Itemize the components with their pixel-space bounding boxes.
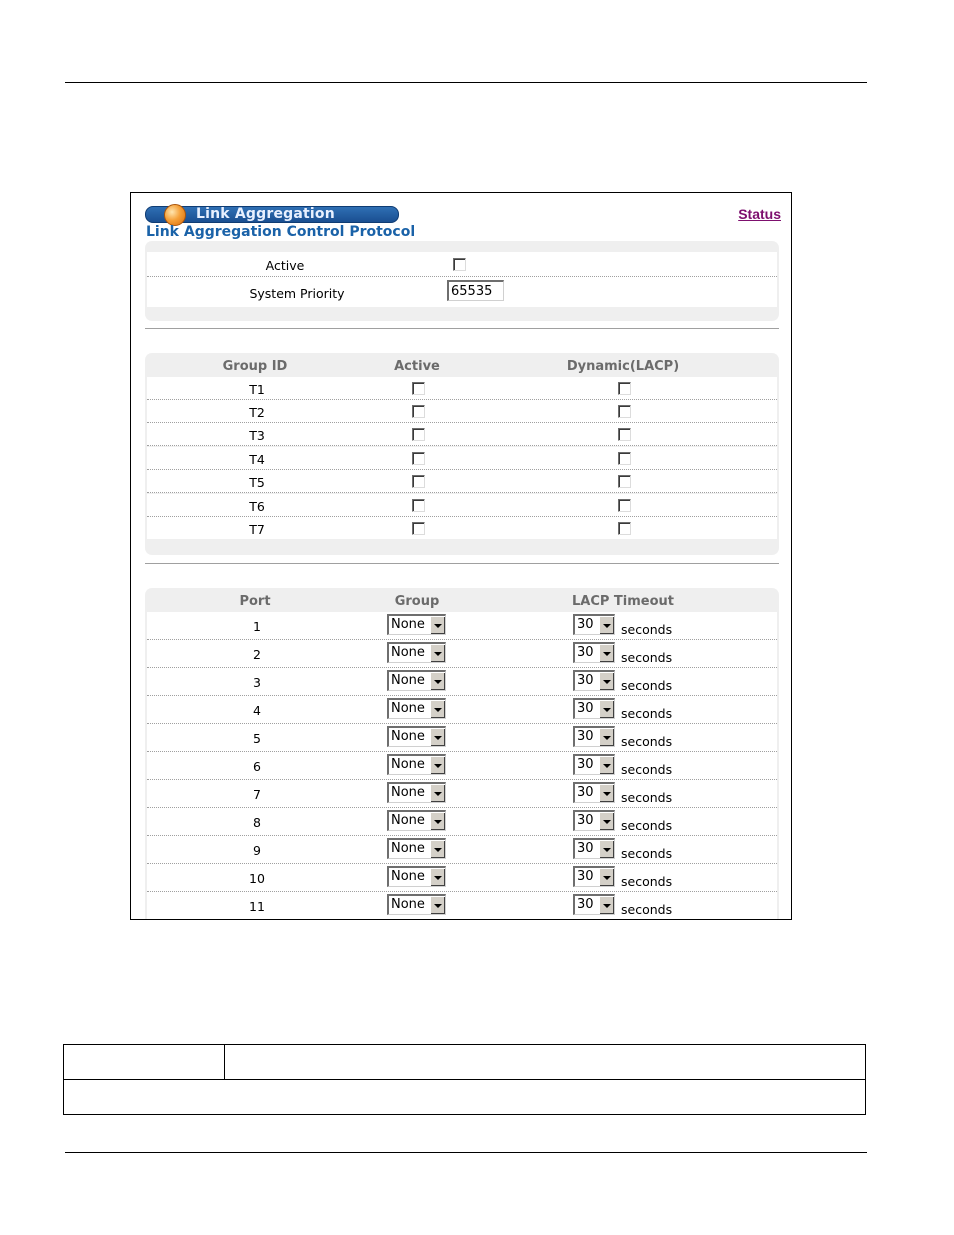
timeout-select[interactable] bbox=[573, 754, 615, 775]
orb-icon bbox=[164, 204, 186, 226]
header-dynamic: Dynamic(LACP) bbox=[566, 359, 680, 374]
chevron-down-icon[interactable] bbox=[599, 756, 614, 774]
group-active-checkbox[interactable] bbox=[412, 499, 425, 512]
group-select[interactable] bbox=[387, 866, 446, 887]
lacp-settings-panel bbox=[145, 241, 779, 321]
timeout-unit: seconds bbox=[621, 622, 673, 637]
active-row bbox=[147, 252, 777, 277]
port-row bbox=[147, 612, 777, 640]
group-select[interactable] bbox=[387, 698, 446, 719]
group-select-value: None bbox=[391, 701, 425, 716]
port-number: 9 bbox=[253, 843, 261, 858]
chevron-down-icon[interactable] bbox=[430, 672, 445, 690]
group-select[interactable] bbox=[387, 838, 446, 859]
timeout-unit: seconds bbox=[621, 762, 673, 777]
screenshot-frame bbox=[130, 192, 792, 920]
timeout-select[interactable] bbox=[573, 866, 615, 887]
port-number: 2 bbox=[253, 647, 261, 662]
group-select[interactable] bbox=[387, 642, 446, 663]
top-rule bbox=[65, 82, 867, 83]
timeout-select-value: 30 bbox=[577, 673, 594, 688]
group-select-value: None bbox=[391, 757, 425, 772]
group-select[interactable] bbox=[387, 614, 446, 635]
chevron-down-icon[interactable] bbox=[430, 812, 445, 830]
chevron-down-icon[interactable] bbox=[599, 672, 614, 690]
timeout-unit: seconds bbox=[621, 650, 673, 665]
group-dynamic-checkbox[interactable] bbox=[618, 428, 631, 441]
group-select-value: None bbox=[391, 785, 425, 800]
timeout-unit: seconds bbox=[621, 874, 673, 889]
header-lacp-timeout: LACP Timeout bbox=[571, 594, 675, 609]
port-number: 4 bbox=[253, 703, 261, 718]
group-dynamic-checkbox[interactable] bbox=[618, 522, 631, 535]
group-select-value: None bbox=[391, 729, 425, 744]
group-dynamic-checkbox[interactable] bbox=[618, 452, 631, 465]
timeout-select[interactable] bbox=[573, 782, 615, 803]
group-row bbox=[147, 470, 777, 493]
timeout-select-value: 30 bbox=[577, 729, 594, 744]
port-row bbox=[147, 808, 777, 836]
table-header-cell bbox=[64, 1045, 225, 1079]
port-row bbox=[147, 668, 777, 696]
port-number: 3 bbox=[253, 675, 261, 690]
chevron-down-icon[interactable] bbox=[599, 784, 614, 802]
port-number: 1 bbox=[253, 619, 261, 634]
group-dynamic-checkbox[interactable] bbox=[618, 405, 631, 418]
bottom-rule bbox=[65, 1152, 867, 1153]
timeout-unit: seconds bbox=[621, 706, 673, 721]
group-select[interactable] bbox=[387, 754, 446, 775]
group-dynamic-checkbox[interactable] bbox=[618, 499, 631, 512]
chevron-down-icon[interactable] bbox=[430, 728, 445, 746]
lacp-active-checkbox[interactable] bbox=[453, 258, 466, 271]
priority-label: System Priority bbox=[249, 286, 345, 301]
port-row bbox=[147, 892, 777, 920]
timeout-unit: seconds bbox=[621, 734, 673, 749]
header-port: Port bbox=[239, 594, 271, 609]
group-active-checkbox[interactable] bbox=[412, 405, 425, 418]
port-row bbox=[147, 724, 777, 752]
chevron-down-icon[interactable] bbox=[599, 812, 614, 830]
group-active-checkbox[interactable] bbox=[412, 522, 425, 535]
timeout-unit: seconds bbox=[621, 678, 673, 693]
table-header-cell bbox=[225, 1045, 865, 1079]
chevron-down-icon[interactable] bbox=[599, 700, 614, 718]
header-group: Group bbox=[394, 594, 440, 609]
chevron-down-icon[interactable] bbox=[430, 868, 445, 886]
port-number: 6 bbox=[253, 759, 261, 774]
chevron-down-icon[interactable] bbox=[430, 700, 445, 718]
timeout-select-value: 30 bbox=[577, 645, 594, 660]
chevron-down-icon[interactable] bbox=[599, 616, 614, 634]
separator bbox=[145, 328, 779, 329]
group-row bbox=[147, 494, 777, 517]
description-table bbox=[63, 1044, 866, 1115]
group-select-value: None bbox=[391, 841, 425, 856]
timeout-select[interactable] bbox=[573, 698, 615, 719]
group-select-value: None bbox=[391, 673, 425, 688]
port-row bbox=[147, 752, 777, 780]
group-select[interactable] bbox=[387, 726, 446, 747]
group-id: T3 bbox=[249, 428, 265, 443]
group-select[interactable] bbox=[387, 782, 446, 803]
timeout-select[interactable] bbox=[573, 670, 615, 691]
port-number: 10 bbox=[249, 871, 265, 886]
chevron-down-icon[interactable] bbox=[430, 896, 445, 914]
port-number: 11 bbox=[249, 899, 265, 914]
timeout-select-value: 30 bbox=[577, 813, 594, 828]
group-id: T4 bbox=[249, 452, 265, 467]
system-priority-input[interactable]: 65535 bbox=[447, 280, 504, 301]
timeout-select-value: 30 bbox=[577, 617, 594, 632]
chevron-down-icon[interactable] bbox=[430, 756, 445, 774]
timeout-select-value: 30 bbox=[577, 869, 594, 884]
timeout-select[interactable] bbox=[573, 894, 615, 915]
timeout-select[interactable] bbox=[573, 810, 615, 831]
timeout-select[interactable] bbox=[573, 642, 615, 663]
timeout-select-value: 30 bbox=[577, 701, 594, 716]
timeout-select-value: 30 bbox=[577, 897, 594, 912]
status-link[interactable]: Status bbox=[738, 206, 781, 222]
port-number: 8 bbox=[253, 815, 261, 830]
chevron-down-icon[interactable] bbox=[599, 728, 614, 746]
timeout-select-value: 30 bbox=[577, 841, 594, 856]
table-header-row bbox=[64, 1045, 865, 1080]
group-select-value: None bbox=[391, 645, 425, 660]
timeout-unit: seconds bbox=[621, 790, 673, 805]
chevron-down-icon[interactable] bbox=[599, 840, 614, 858]
chevron-down-icon[interactable] bbox=[599, 896, 614, 914]
section-title: Link Aggregation Control Protocol bbox=[146, 224, 416, 240]
group-row bbox=[147, 517, 777, 539]
port-row bbox=[147, 640, 777, 668]
chevron-down-icon[interactable] bbox=[430, 616, 445, 634]
group-row bbox=[147, 400, 777, 423]
timeout-unit: seconds bbox=[621, 818, 673, 833]
group-select[interactable] bbox=[387, 894, 446, 915]
chevron-down-icon[interactable] bbox=[599, 644, 614, 662]
group-select-value: None bbox=[391, 617, 425, 632]
port-row bbox=[147, 780, 777, 808]
group-id: T1 bbox=[249, 382, 265, 397]
port-number: 7 bbox=[253, 787, 261, 802]
group-active-checkbox[interactable] bbox=[412, 382, 425, 395]
group-active-checkbox[interactable] bbox=[412, 452, 425, 465]
group-select-value: None bbox=[391, 869, 425, 884]
group-dynamic-checkbox[interactable] bbox=[618, 475, 631, 488]
port-table bbox=[145, 588, 779, 920]
group-row bbox=[147, 447, 777, 470]
group-row bbox=[147, 423, 777, 446]
header-active: Active bbox=[394, 359, 440, 374]
timeout-unit: seconds bbox=[621, 846, 673, 861]
chevron-down-icon[interactable] bbox=[430, 840, 445, 858]
chevron-down-icon[interactable] bbox=[599, 868, 614, 886]
group-id: T7 bbox=[249, 522, 265, 537]
timeout-select[interactable] bbox=[573, 838, 615, 859]
group-select[interactable] bbox=[387, 810, 446, 831]
port-row bbox=[147, 696, 777, 724]
title-banner bbox=[145, 206, 399, 223]
group-select[interactable] bbox=[387, 670, 446, 691]
port-number: 5 bbox=[253, 731, 261, 746]
header-group-id: Group ID bbox=[222, 359, 288, 374]
group-select-value: None bbox=[391, 897, 425, 912]
port-row bbox=[147, 836, 777, 864]
timeout-select-value: 30 bbox=[577, 785, 594, 800]
chevron-down-icon[interactable] bbox=[430, 644, 445, 662]
group-id: T2 bbox=[249, 405, 265, 420]
group-dynamic-checkbox[interactable] bbox=[618, 382, 631, 395]
port-row bbox=[147, 864, 777, 892]
chevron-down-icon[interactable] bbox=[430, 784, 445, 802]
timeout-select-value: 30 bbox=[577, 757, 594, 772]
banner-title: Link Aggregation bbox=[196, 206, 335, 222]
group-id: T5 bbox=[249, 475, 265, 490]
timeout-unit: seconds bbox=[621, 902, 673, 917]
group-id: T6 bbox=[249, 499, 265, 514]
group-table bbox=[145, 353, 779, 555]
timeout-select[interactable] bbox=[573, 726, 615, 747]
table-row bbox=[64, 1080, 865, 1114]
group-select-value: None bbox=[391, 813, 425, 828]
priority-row bbox=[147, 277, 777, 307]
group-active-checkbox[interactable] bbox=[412, 475, 425, 488]
active-label: Active bbox=[265, 258, 305, 273]
group-row bbox=[147, 377, 777, 400]
separator bbox=[145, 563, 779, 564]
group-active-checkbox[interactable] bbox=[412, 428, 425, 441]
timeout-select[interactable] bbox=[573, 614, 615, 635]
